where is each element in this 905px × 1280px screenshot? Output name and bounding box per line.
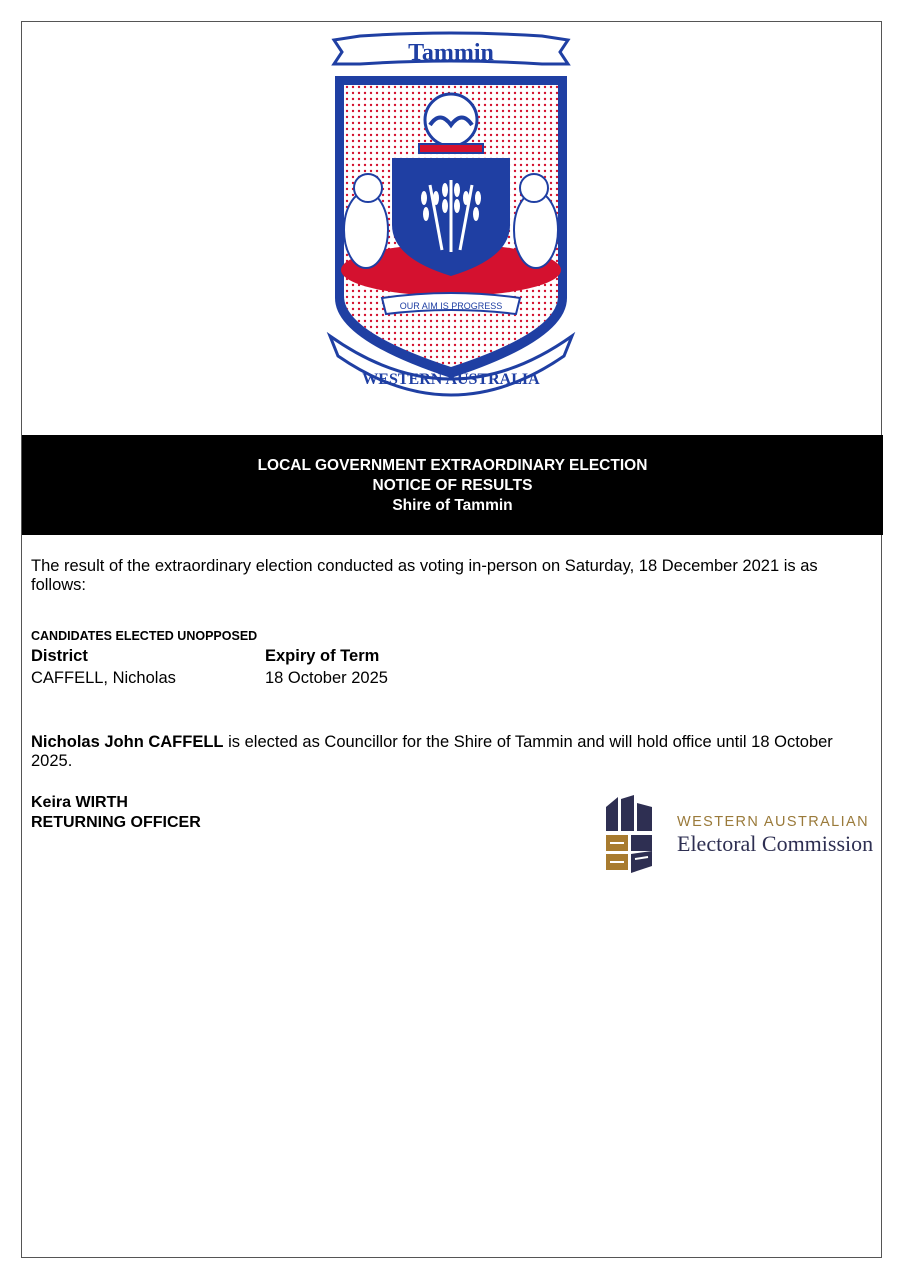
header-shire: Shire of Tammin: [392, 497, 513, 514]
election-statement: [31, 733, 851, 771]
header-banner: [22, 435, 883, 535]
waec-subtitle: Electoral Commission: [677, 831, 874, 856]
crest-motto-bottom: WESTERN AUSTRALIA: [362, 371, 540, 388]
crest-motto-top: Tammin: [408, 40, 494, 66]
header-title: LOCAL GOVERNMENT EXTRAORDINARY ELECTION: [257, 457, 648, 474]
shire-crest-icon: [320, 30, 582, 415]
officer-title: RETURNING OFFICER: [31, 814, 201, 831]
waec-logo-icon: [604, 793, 654, 875]
waec-title: WESTERN AUSTRALIAN: [677, 814, 869, 830]
column-header-expiry: Expiry of Term: [265, 647, 380, 665]
intro-paragraph: The result of the extraordinary election conducted as voting in-person on Saturday, 18 December 2021 is as follows:: [31, 557, 818, 594]
returning-officer: [31, 793, 201, 833]
result-district: CAFFELL, Nicholas: [31, 669, 176, 687]
column-header-district: District: [31, 647, 88, 665]
officer-name: Keira WIRTH: [31, 794, 128, 811]
header-subtitle: NOTICE OF RESULTS: [372, 477, 533, 494]
statement-text: is elected as Councillor for the Shire of Tammin and will hold office until 18 October 2025.: [31, 733, 833, 770]
elected-name: Nicholas John CAFFELL: [31, 733, 224, 751]
section-title: CANDIDATES ELECTED UNOPPOSED: [31, 629, 258, 643]
result-expiry: 18 October 2025: [265, 669, 388, 687]
crest-motto-ribbon: OUR AIM IS PROGRESS: [399, 301, 503, 311]
